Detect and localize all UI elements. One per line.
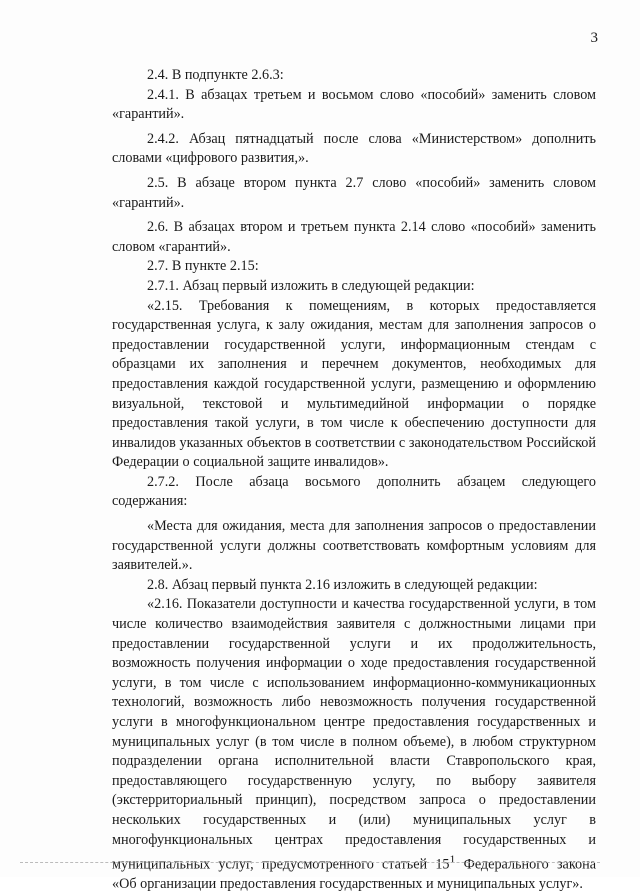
paragraph-2-16-text-start: «2.16. Показатели доступности и качества государственной услуги, в том числе количество взаимодействия заявителя с должностными лицами при предоставлении государственной услуги и их продолжительность, возможность получения информации о ходе предоставления государственной услуги, в том числе с использованием информационно-коммуникационных технологий, возможность либо невозможность получения государственной услуги в многофункциональном центре предоставления государственных и муниципальных услуг (в том числе в полном объеме), в любом структурном подразделении органа исполнительной власти Ставропольского края, предоставляющего государственную услугу, по выбору заявителя (экстерриториальный принцип), посредством запроса о предоставлении нескольких государственных и (или) муниципальных услуг в многофункциональных центрах предоставления государственных и муниципальных услуг, предусмотренного статьей 15 — [112, 596, 596, 873]
paragraph-2-4-1: 2.4.1. В абзацах третьем и восьмом слово «пособий» заменить словом «гарантий». — [112, 86, 596, 123]
paragraph-2-4: 2.4. В подпункте 2.6.3: — [147, 67, 284, 83]
paragraph-2-4-2: 2.4.2. Абзац пятнадцатый после слова «Министерством» дополнить словами «цифрового развития,». — [112, 130, 596, 167]
paragraph-waiting-places-quote: «Места для ожидания, места для заполнения запросов о предоставлении государственной услуги должны соответствовать комфортным условиям для заявителей.». — [112, 518, 596, 574]
paragraph-2-16-text-end: Федерального закона «Об организации предоставления государственных и муниципальных услуг». — [112, 856, 596, 893]
paragraph-2-15-quote: «2.15. Требования к помещениям, в которых предоставляется государственная услуга, к залу ожидания, местам для заполнения запросов о предоставлении государственной услуги, информационным стендам с образцами их заполнения и перечнем документов, необходимых для предоставления каждой государственной услуги, размещению и оформлению визуальной, текстовой и мультимедийной информации о порядке предоставления такой услуги, в том числе к обеспечению доступности для инвалидов указанных объектов в соответствии с законодательством Российской Федерации о социальной защите инвалидов». — [112, 297, 596, 471]
paragraph-2-6: 2.6. В абзацах втором и третьем пункта 2.14 слово «пособий» заменить словом «гарантий». — [112, 219, 596, 255]
paragraph-2-7: 2.7. В пункте 2.15: — [147, 258, 259, 275]
article-superscript: 1 — [449, 852, 456, 867]
paragraph-2-8: 2.8. Абзац первый пункта 2.16 изложить в следующей редакции: — [147, 576, 538, 593]
document-body — [112, 66, 596, 895]
page-number: 3 — [590, 30, 598, 46]
paragraph-2-5: 2.5. В абзаце втором пункта 2.7 слово «пособий» заменить словом «гарантий». — [112, 174, 596, 211]
paragraph-2-7-1: 2.7.1. Абзац первый изложить в следующей редакции: — [147, 277, 475, 294]
paragraph-2-16-quote — [112, 595, 596, 895]
scan-edge-line — [20, 862, 600, 863]
paragraph-2-7-2: 2.7.2. После абзаца восьмого дополнить абзацем следующего содержания: — [112, 473, 596, 510]
